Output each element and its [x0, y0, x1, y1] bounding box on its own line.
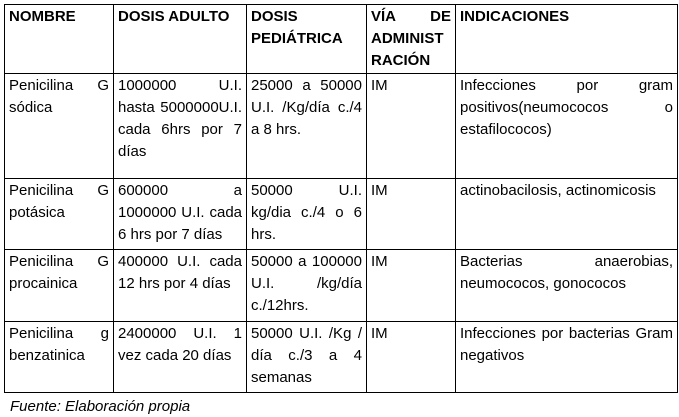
col-header-dosis-adulto: DOSIS ADULTO — [114, 5, 247, 74]
cell-dosis-adulto: 400000 U.I. cada 12 hrs por 4 días — [114, 250, 247, 322]
cell-via-administracion: IM — [367, 179, 456, 250]
col-header-dosis-pediatrica: DOSIS PEDIÁTRICA — [247, 5, 367, 74]
cell-dosis-pediatrica: 25000 a 50000 U.I. /Kg/día c./4 a 8 hrs. — [247, 74, 367, 179]
col-header-indicaciones: INDICACIONES — [456, 5, 678, 74]
cell-via-administracion: IM — [367, 322, 456, 393]
cell-dosis-pediatrica: 50000 a 100000 U.I. /kg/día c./12hrs. — [247, 250, 367, 322]
cell-indicaciones: actinobacilosis, actinomicosis — [456, 179, 678, 250]
cell-dosis-pediatrica: 50000 U.I. /Kg / día c./3 a 4 semanas — [247, 322, 367, 393]
table-row — [5, 250, 678, 322]
cell-nombre: Penicilina g benzatinica — [5, 322, 114, 393]
cell-indicaciones: Bacterias anaerobias, neumococos, gonococos — [456, 250, 678, 322]
table-header-row — [5, 5, 678, 74]
source-note: Fuente: Elaboración propia — [10, 398, 191, 415]
col-header-via-administracion: VÍA DE ADMINISTRACIÓN — [367, 5, 456, 74]
table-row — [5, 179, 678, 250]
cell-via-administracion: IM — [367, 250, 456, 322]
cell-via-administracion: IM — [367, 74, 456, 179]
cell-indicaciones: Infecciones por bacterias Gram negativos — [456, 322, 678, 393]
table-row — [5, 74, 678, 179]
cell-indicaciones: Infecciones por gram positivos(neumococos o estafilococos) — [456, 74, 678, 179]
cell-nombre: Penicilina G procainica — [5, 250, 114, 322]
cell-dosis-adulto: 2400000 U.I. 1 vez cada 20 días — [114, 322, 247, 393]
table-row — [5, 322, 678, 393]
cell-dosis-adulto: 1000000 U.I. hasta 5000000U.I. cada 6hrs por 7 días — [114, 74, 247, 179]
cell-nombre: Penicilina G potásica — [5, 179, 114, 250]
cell-dosis-adulto: 600000 a 1000000 U.I. cada 6 hrs por 7 días — [114, 179, 247, 250]
col-header-nombre: NOMBRE — [5, 5, 114, 74]
cell-dosis-pediatrica: 50000 U.I. kg/dia c./4 o 6 hrs. — [247, 179, 367, 250]
penicillin-dosage-table — [4, 4, 678, 393]
cell-nombre: Penicilina G sódica — [5, 74, 114, 179]
